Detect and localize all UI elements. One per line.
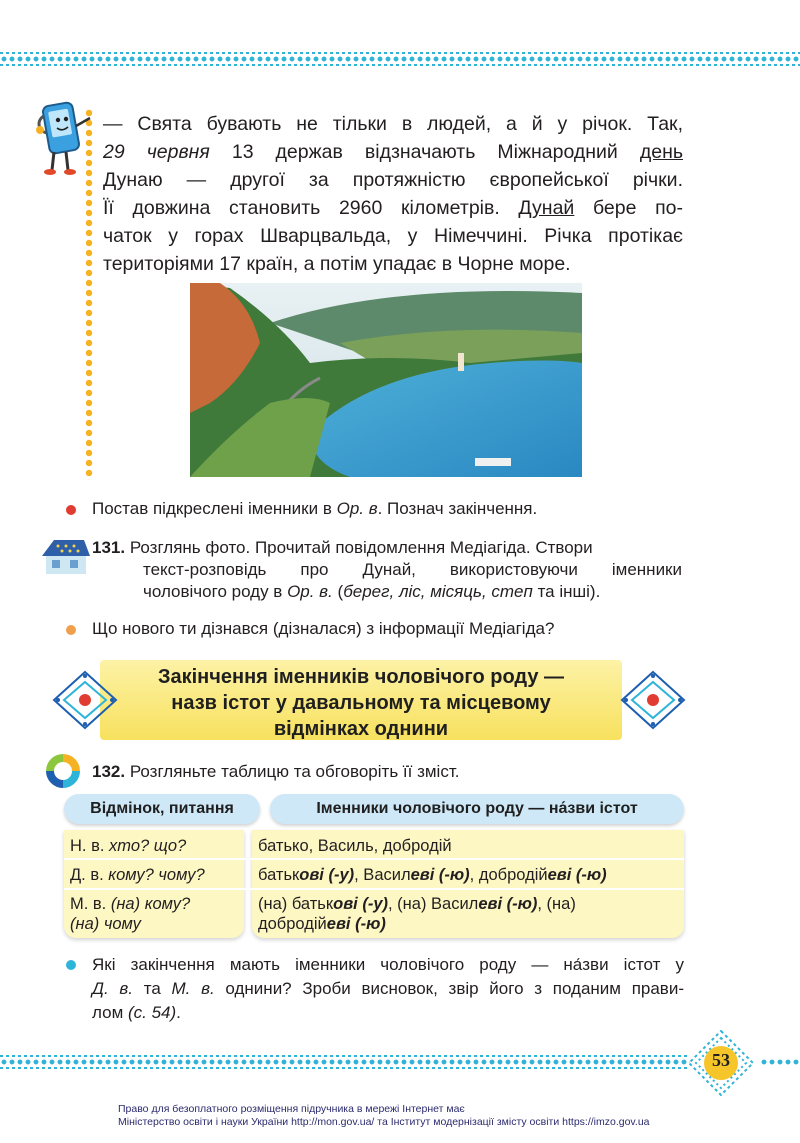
cell-dat-case: Д. в. кому? чому?	[70, 866, 205, 884]
task-132: 132. Розгляньте таблицю та обговоріть її зміст.	[92, 762, 460, 781]
ornament-left-icon	[50, 668, 120, 732]
danube-photo	[190, 283, 582, 477]
cell-nom-case: Н. в. хто? що?	[70, 837, 187, 855]
para-line-6: територіями 17 країн, а потім упадає в Чорне море.	[103, 253, 571, 275]
row-divider	[64, 858, 684, 860]
task-question: Що нового ти дізнався (дізналася) з інформації Медіагіда?	[92, 619, 555, 638]
red-bullet	[66, 505, 76, 515]
discussion-circle-icon	[44, 752, 82, 790]
page-number: 53	[712, 1050, 730, 1070]
cell-loc-nouns: (на) батькові (-у), (на) Василеві (-ю), (на) добродійеві (-ю)	[258, 895, 576, 933]
para-line-2: 29 червня 13 держав відзначають Міжнародний день	[103, 141, 684, 163]
table-header-nouns: Іменники чоловічого роду — на́зви істот	[270, 794, 684, 824]
table-header-case: Відмінок, питання	[64, 794, 260, 824]
mediagid-paragraph	[103, 110, 683, 278]
para-line-3: Дунаю — другої за протяжністю європейської річки.	[103, 169, 683, 191]
para-line-4: Її довжина становить 2960 кілометрів. Дунай бере по-	[103, 197, 684, 219]
task-131-number: 131.	[92, 538, 126, 557]
top-border-ornament	[0, 52, 800, 66]
footer-line-2: Міністерство освіти і науки України http://mon.gov.ua/ та Інститут модернізації змісту освіти https://imzo.gov.ua	[118, 1116, 650, 1128]
footer-line-1: Право для безоплатного розміщення підручника в мережі Інтернет має	[118, 1103, 465, 1115]
cell-nom-nouns: батько, Василь, добродій	[258, 837, 452, 855]
house-icon	[38, 536, 92, 576]
task-underlined-nouns: Постав підкреслені іменники в Ор. в. Познач закінчення.	[92, 499, 538, 518]
orange-bullet	[66, 625, 76, 635]
task-conclusion: Які закінчення мають іменники чоловічого роду — на́зви істот у Д. в. та М. в. однини? Зроби висновок, звір його з поданим прави- лом (с. 54).	[92, 955, 684, 1022]
bottom-border-ornament-right	[760, 1055, 800, 1069]
rule-banner-title: Закінчення іменників чоловічого роду — назв істот у давальному та місцевому відмінках однини	[157, 666, 565, 740]
task-132-number: 132.	[92, 762, 126, 781]
ornament-right-icon	[618, 668, 688, 732]
para-line-1: — Свята бувають не тільки в людей, а й у річок. Так,	[103, 113, 683, 135]
para-line-5: чаток у горах Шварцвальда, у Німеччині. Річка протікає	[103, 225, 683, 247]
cell-loc-case: М. в. (на) кому? (на) чому	[70, 895, 191, 933]
row-divider	[64, 888, 684, 890]
bottom-border-ornament	[0, 1055, 690, 1069]
cyan-bullet	[66, 960, 76, 970]
cell-dat-nouns: батькові (-у), Василеві (-ю), добродійеві (-ю)	[258, 866, 607, 884]
task-131: 131. Розглянь фото. Прочитай повідомлення Медіагіда. Створи текст-розповідь про Дунай, використовуючи іменники чоловічого роду в Ор. в. (берег, ліс, місяць, степ та інші).	[92, 538, 682, 601]
mascot-phone-icon	[32, 98, 96, 176]
